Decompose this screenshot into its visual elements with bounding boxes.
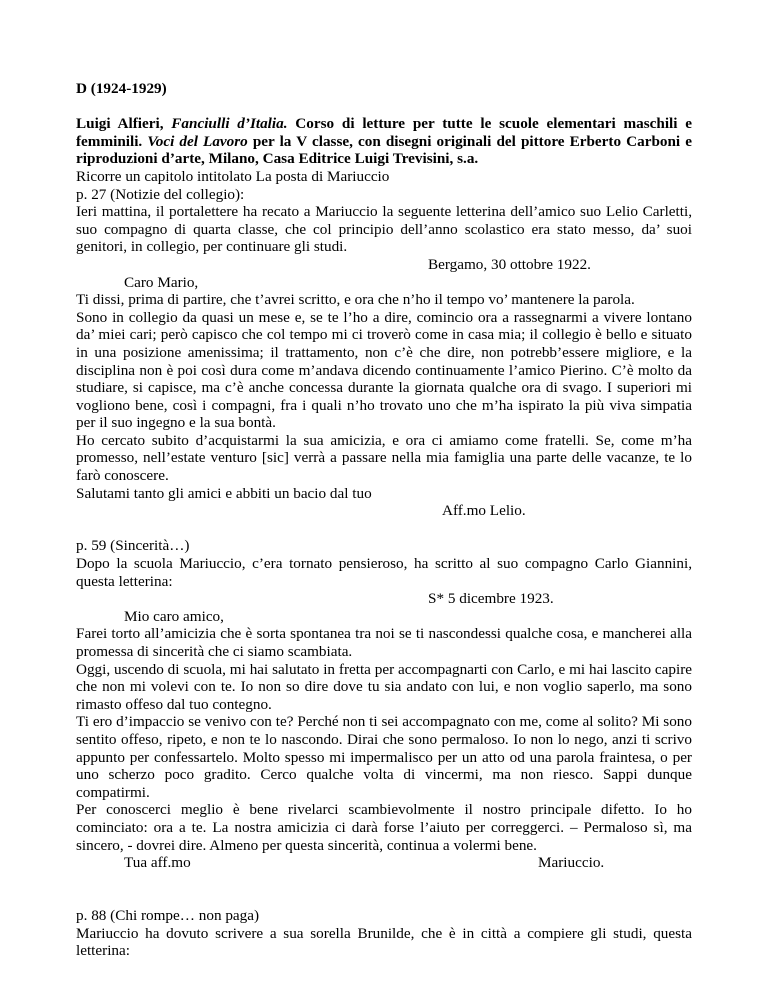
letter-introduction: Dopo la scuola Mariuccio, c’era tornato pensieroso, ha scritto al suo compagno Carlo Giannini, questa letterina: — [76, 555, 692, 590]
letter-paragraph: Farei torto all’amicizia che è sorta spontanea tra noi se ti nascondessi qualche cosa, e mancherei alla promessa di sincerità che ci siamo scambiata. — [76, 625, 692, 660]
letter-paragraph: Ti ero d’impaccio se venivo con te? Perché non ti sei accompagnato con me, come al solito? Mi sono sentito offeso, ripeto, e non te lo nascondo. Dirai che sono permaloso. Io non lo nego, anzi ti scrivo appunto per confessartelo. Molto spesso mi impermalisco per un atto od una parola fraintesa, o per uno scherzo poco gradito. Cerco qualche volta di vincermi, ma non riesco. Sappi dunque compatirmi. — [76, 713, 692, 801]
letter-salutation: Mio caro amico, — [124, 607, 224, 625]
spacer — [76, 872, 692, 890]
document-page — [76, 80, 692, 960]
citation-publisher: per la V classe, con disegni originali del pittore Erberto Carboni e riproduzioni d’arte, Milano, Casa Editrice Luigi Trevisini, s.a. — [76, 132, 692, 168]
letter-signature: Mariuccio. — [538, 854, 605, 872]
spacer — [76, 98, 692, 116]
page-reference: p. 88 (Chi rompe… non paga) — [76, 906, 260, 924]
letter-introduction: Mariuccio ha dovuto scrivere a sua sorella Brunilde, che è in città a compiere gli studi, questa letterina: — [76, 924, 692, 960]
citation-author: Luigi Alfieri, — [76, 115, 172, 133]
letter-date: Bergamo, 30 ottobre 1922. — [428, 255, 591, 273]
spacer — [76, 889, 692, 907]
spacer — [76, 520, 692, 538]
citation-part: Corso di letture per tutte le scuole elementari maschili e femminili. — [76, 115, 692, 150]
letter-closing: Tua aff.mo — [124, 854, 191, 872]
letter-paragraph: Salutami tanto gli amici e abbiti un bacio dal tuo — [76, 484, 372, 502]
section-heading: D (1924-1929) — [76, 80, 167, 97]
citation-title: Fanciulli d’Italia. — [171, 115, 288, 133]
letter-date: S* 5 dicembre 1923. — [428, 590, 554, 608]
letter-paragraph: Sono in collegio da quasi un mese e, se te l’ho a dire, comincio ora a rassegnarmi a vivere lontano da’ miei cari; però capisco che col tempo mi ci troverò come in casa mia; il collegio è bello e situato in una posizione amenissima; il trattamento, non c’è che dire, non potrebb’essere migliore, e la disciplina non è poi così dura come m’andava dicendo continuamente l’amico Pierino. C’è molto da studiare, si capisce, ma c’è anche concessa durante la giornata qualche ora di svago. I superiori mi vogliono bene, così i compagni, fra i quali n’ho trovato uno che m’ha ispirato la più viva simpatia per il suo ingegno e la sua bontà. — [76, 308, 692, 432]
letter-paragraph: Ho cercato subito d’acquistarmi la sua amicizia, e ora ci amiamo come fratelli. Se, come m’ha promesso, nell’estate venturo [sic] verrà a passare nella mia famiglia una parte delle vacanze, te lo farò conoscere. — [76, 431, 692, 485]
page-reference: p. 59 (Sincerità…) — [76, 537, 190, 555]
intro-line: Ricorre un capitolo intitolato La posta di Mariuccio — [76, 167, 390, 185]
citation-subtitle: Voci del Lavoro — [147, 132, 248, 150]
letter-paragraph: Oggi, uscendo di scuola, mi hai salutato in fretta per accompagnarti con Carlo, e mi hai lascito capire che non mi volevi con te. Io non so dire dove tu sia andato con lui, e non voglio saperlo, ma sono rimasto offeso dal tuo contegno. — [76, 660, 692, 713]
letter-paragraph: Per conoscerci meglio è bene rivelarci scambievolmente il nostro principale difetto. Io ho cominciato: ora a te. La nostra amicizia ci darà forse l’aiuto per correggerci. – Permaloso sì, ma sincero, - dovrei dire. Almeno per questa sincerità, continua a volermi bene. — [76, 801, 692, 854]
page-reference: p. 27 (Notizie del collegio): — [76, 185, 245, 203]
letter-signature: Aff.mo Lelio. — [442, 502, 526, 520]
letter-introduction: Ieri mattina, il portalettere ha recato a Mariuccio la seguente letterina dell’amico suo Lelio Carletti, suo compagno di quarta classe, che col principio dell’anno scolastico era stato messo, da’ suoi genitori, in collegio, per continuare gli studi. — [76, 203, 692, 256]
letter-paragraph: Ti dissi, prima di partire, che t’avrei scritto, e ora che n’ho il tempo vo’ mantenere la parola. — [76, 291, 635, 309]
bibliographic-citation — [76, 115, 692, 168]
letter-closing-row — [76, 854, 692, 872]
letter-salutation: Caro Mario, — [124, 273, 199, 291]
